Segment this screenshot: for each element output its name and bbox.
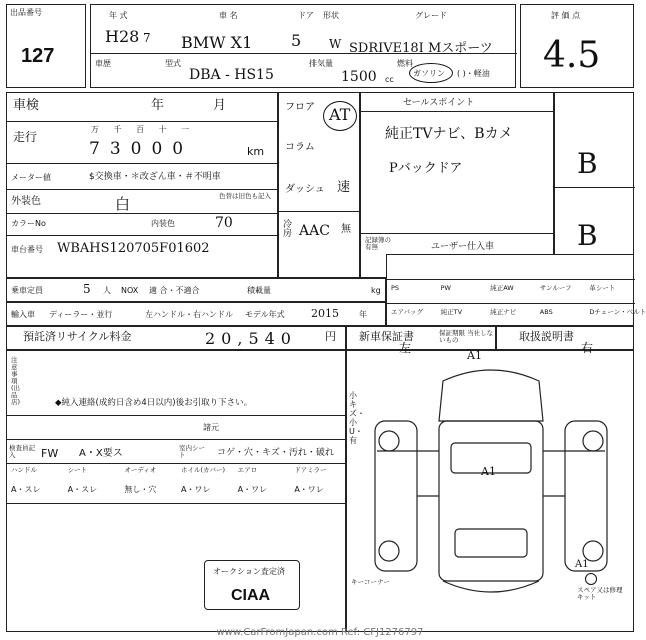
contact-note: ◆純入連絡(成約日含め4日以内)後お引取り下さい。 xyxy=(55,398,253,408)
history-label: 車歴 xyxy=(95,59,111,68)
score-label: 評 価 点 xyxy=(551,11,581,20)
equipment-item: サンルーフ xyxy=(539,284,572,292)
condition-value: A・スレ xyxy=(67,485,98,494)
meter-options: $交換車・＊改ざん車・＃不明車 xyxy=(89,172,221,182)
grade-label: グレード xyxy=(415,11,447,20)
recycle-value: 20,540 xyxy=(205,329,297,348)
lot-label: 出品番号 xyxy=(10,8,42,17)
model-year-value: 2015 xyxy=(311,307,339,320)
interior-seat-label: 室内シート xyxy=(179,444,205,459)
auction-sheet xyxy=(6,4,646,632)
sales-point-label: セールスポイント xyxy=(403,98,475,108)
condition-header: オーディオ xyxy=(124,466,157,474)
condition-value: A・ワレ xyxy=(237,485,268,494)
fw-label: FW xyxy=(41,447,59,460)
equipment-item: 純正AW xyxy=(490,284,514,292)
grid-line xyxy=(387,279,635,280)
capacity-row xyxy=(6,278,386,302)
equipment-item: 純正TV xyxy=(440,308,463,316)
spec-label: 諸元 xyxy=(203,423,219,432)
condition-value: 無し・穴 xyxy=(124,485,157,494)
color-no-label: カラーNo xyxy=(11,219,46,228)
row-line xyxy=(7,415,347,416)
inspection-year: 年 xyxy=(151,98,165,113)
score-value: 4.5 xyxy=(543,35,601,76)
right-side-note: A1 xyxy=(575,559,589,570)
row-line xyxy=(7,189,279,190)
condition-header: シート xyxy=(67,466,88,474)
spare-circle xyxy=(585,573,597,585)
displacement-value: 1500 xyxy=(341,69,377,85)
meter-label: メーター値 xyxy=(11,173,51,182)
sales-line2: Pバックドア xyxy=(389,161,463,176)
recycle-row xyxy=(6,326,346,350)
condition-header: ホイル(カバー) xyxy=(181,466,226,474)
interior-color-label: 内装色 xyxy=(151,219,175,228)
load-label: 積載量 xyxy=(247,286,271,295)
center-note: A1 xyxy=(481,465,496,478)
recycle-label: 預託済リサイクル料金 xyxy=(23,330,132,343)
row-line xyxy=(279,211,361,212)
capacity-label: 乗車定員 xyxy=(11,286,43,295)
row-line xyxy=(7,235,279,236)
left-mark: 左 xyxy=(399,341,412,355)
spare-label: スペア又は修理キット xyxy=(577,586,623,601)
warranty-row xyxy=(346,326,496,350)
grid-line xyxy=(387,303,635,304)
nox-options: 適 合・不適合 xyxy=(149,286,200,295)
equipment-item: 革シート xyxy=(589,284,616,292)
fuel-value: ガソリン xyxy=(413,69,445,78)
condition-value: A・ワレ xyxy=(181,485,211,494)
displacement-label: 排気量 xyxy=(309,59,333,68)
mileage-unit: km xyxy=(247,145,265,158)
inspector-label: 検査員記入 xyxy=(9,444,35,459)
header-box xyxy=(90,4,516,88)
dash-label: ダッシュ xyxy=(285,184,325,195)
exterior-grade: B xyxy=(577,147,598,180)
car-name: BMW X1 xyxy=(181,33,253,52)
chassis-value: WBAHS120705F01602 xyxy=(57,241,210,256)
recycle-unit: 円 xyxy=(325,330,336,343)
at-value: AT xyxy=(329,105,351,124)
condition-header: エアロ xyxy=(237,466,258,474)
equipment-grid xyxy=(386,254,646,326)
lot-box xyxy=(6,4,86,88)
fuel-alt: ( )・軽油 xyxy=(457,69,490,78)
condition-header: ハンドル xyxy=(11,466,37,474)
user-purchase-label: ユーザー仕入車 xyxy=(431,242,495,252)
door-label: ドア xyxy=(298,11,314,20)
record-book-label: 記録簿の有無 xyxy=(365,236,391,251)
year-value: H28 xyxy=(105,27,140,46)
import-options: ディーラー・並行 xyxy=(49,310,113,319)
speed-label: 速 xyxy=(337,180,351,195)
sales-line1: 純正TVナビ、Bカメ xyxy=(385,126,513,142)
scale-label: A・X要ス xyxy=(79,448,123,459)
row-line xyxy=(7,163,279,164)
row-line xyxy=(7,121,279,122)
key-corner-label: キーコーナー xyxy=(351,578,390,586)
equipment-item: 純正ナビ xyxy=(490,308,517,316)
side-note: 小キズ・小U・有 xyxy=(349,391,365,445)
grade-box xyxy=(554,92,634,278)
right-mark: 右 xyxy=(581,341,594,355)
interior-grade: B xyxy=(577,219,598,252)
name-label: 車 名 xyxy=(219,11,238,20)
shape-value: W xyxy=(329,37,342,51)
exterior-note: 色替は旧色も記入 xyxy=(219,192,271,200)
auction-stamp xyxy=(204,560,300,610)
sales-point-box xyxy=(360,92,554,278)
exterior-label: 外装色 xyxy=(11,196,41,207)
inspection-label: 車検 xyxy=(13,98,40,113)
handle-options: 左ハンドル・右ハンドル xyxy=(145,310,233,319)
chassis-label: 車台番号 xyxy=(11,245,43,254)
ac-value: AAC xyxy=(299,223,330,239)
capacity-unit: 人 xyxy=(103,286,111,295)
interior-options: コゲ・穴・キズ・汚れ・破れ xyxy=(217,448,334,458)
lot-number: 127 xyxy=(21,45,55,67)
notes-label: 注意事項(出品店) xyxy=(11,356,21,406)
row-line xyxy=(361,233,555,234)
year-label: 年 式 xyxy=(109,11,128,20)
equipment-item: エアバッグ xyxy=(391,308,423,316)
model-value: DBA - HS15 xyxy=(189,67,274,83)
fuel-label: 燃料 xyxy=(397,59,413,68)
nox-label: NOX xyxy=(121,286,139,295)
mileage-label: 走行 xyxy=(13,130,38,144)
door-count: 5 xyxy=(291,31,302,50)
equipment-item: Dチェーン・ベルト xyxy=(589,308,646,316)
row-line xyxy=(361,111,555,112)
shape-label: 形状 xyxy=(323,11,339,20)
vehicle-details xyxy=(6,92,278,278)
mileage-value: 73000 xyxy=(89,139,194,159)
column-label: コラム xyxy=(285,142,315,153)
car-diagram-box xyxy=(346,341,634,632)
ac-label: 冷房 xyxy=(283,220,293,239)
header-divider xyxy=(91,53,517,54)
stamp-label: オークション査定済 xyxy=(213,567,285,576)
equipment-item: ABS xyxy=(539,308,553,316)
model-label: 型式 xyxy=(165,59,181,68)
footer-ref: www.CarFromJapan.com Ref: CFJ1276797 xyxy=(216,627,424,638)
capacity-value: 5 xyxy=(83,282,91,296)
warranty-note: 保証期限 当社しないもの xyxy=(439,329,494,344)
row-line xyxy=(555,187,635,188)
equipment-item: PS xyxy=(391,284,400,292)
displacement-unit: cc xyxy=(385,75,394,84)
condition-value: A・ワレ xyxy=(294,485,324,494)
load-unit: kg xyxy=(371,286,381,295)
row-line xyxy=(7,439,347,440)
grade-value: SDRIVE18I Mスポーツ xyxy=(349,41,493,56)
row-line xyxy=(7,213,279,214)
transmission-box xyxy=(278,92,360,278)
ac-none: 無 xyxy=(341,224,351,235)
mileage-digits: 万 千 百 十 一 xyxy=(91,125,196,134)
exterior-value: 白 xyxy=(115,195,131,213)
score-box xyxy=(520,4,634,88)
condition-value: A・スレ xyxy=(11,485,41,494)
model-year-label: モデル年式 xyxy=(245,310,285,319)
warranty-label: 新車保証書 xyxy=(359,330,414,343)
row-line xyxy=(7,503,347,504)
model-year-unit: 年 xyxy=(359,310,367,319)
import-label: 輸入車 xyxy=(11,310,35,319)
month-value: 7 xyxy=(143,31,151,45)
equipment-item: PW xyxy=(440,284,451,292)
condition-header: ドアミラー xyxy=(294,466,327,474)
stamp-logo: CIAA xyxy=(231,587,271,604)
top-note: A1 xyxy=(467,349,482,362)
import-row xyxy=(6,302,386,326)
inspection-month: 月 xyxy=(213,98,227,113)
manual-label: 取扱説明書 xyxy=(519,330,574,343)
floor-label: フロア xyxy=(285,102,315,113)
interior-color-value: 70 xyxy=(215,215,233,231)
manual-row xyxy=(496,326,634,350)
